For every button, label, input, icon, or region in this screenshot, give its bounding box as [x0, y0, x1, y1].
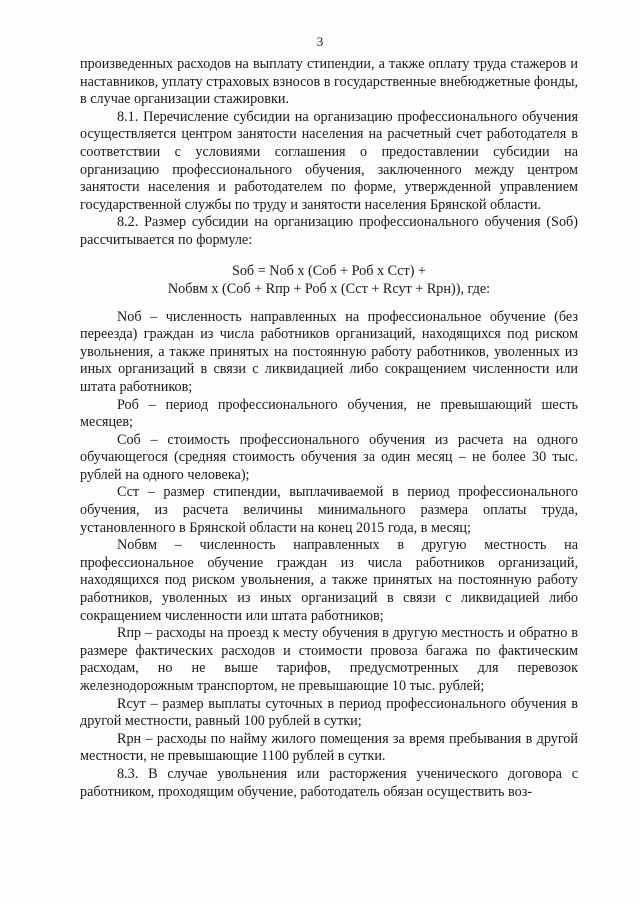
definition-sob: Соб – стоимость профессионального обучения из расчета на одного обучающегося (средняя стоимость обучения за один месяц – не более 30 тыс. рублей на одного человека); — [80, 431, 578, 483]
definition-rob: Роб – период профессионального обучения, не превышающий шесть месяцев; — [80, 396, 578, 431]
page-number: 3 — [316, 34, 324, 49]
definition-rpr: Rпр – расходы на проезд к месту обучения в другую местность и обратно в размере фактических расходов и стоимости провоза багажа по фактическим расходам, но не выше тарифов, предусмотренных для перевозок железнодорожным транспортом, не превышающие 10 тыс. рублей; — [80, 625, 578, 694]
definition-nobvm: Nобвм – численность направленных в другую местность на профессиональное обучение граждан из числа работников организаций, находящихся под риском увольнения, а также принятых на постоянную работу работников, уволенных из иных организаций в связи с ликвидацией либо сокращением численности или штата работников; — [80, 537, 578, 624]
paragraph: произведенных расходов на выплату стипендии, а также оплату труда стажеров и наставников, уплату страховых взносов в государственные внебюджетные фонды, в случае организации стажировки. — [80, 56, 578, 108]
formula-line-2: Nобвм х (Соб + Rпр + Роб х (Сст + Rсут + Rрн)), где: — [167, 281, 491, 298]
definition-rrn: Rрн – расходы по найму жилого помещения за время пребывания в другой местности, не превышающие 1100 рублей в сутки. — [80, 730, 578, 765]
subsidy-formula — [80, 262, 578, 299]
definition-sst: Сст – размер стипендии, выплачиваемой в период профессионального обучения, из расчета величины минимального размера оплаты труда, установленного в Брянской области на конец 2015 года, в месяц; — [80, 484, 578, 536]
definition-nob: Nоб – численность направленных на профессиональное обучение (без переезда) граждан из числа работников организаций, находящихся под риском увольнения, а также принятых на постоянную работу работников, уволенных из иных организаций в связи с ликвидацией либо сокращением численности или штата работников; — [80, 308, 578, 395]
definition-rsut: Rсут – размер выплаты суточных в период профессионального обучения в другой местности, равный 100 рублей в сутки; — [80, 695, 578, 730]
document-body — [80, 56, 578, 801]
paragraph-8-1: 8.1. Перечисление субсидии на организацию профессионального обучения осуществляется центром занятости населения на расчетный счет работодателя в соответствии с условиями соглашения о предоставлении субсидии на организацию профессионального обучения, заключенного между центром занятости населения и работодателем по форме, утвержденной управлением государственной службы по труду и занятости населения Брянской области. — [80, 108, 578, 213]
formula-line-1: Sоб = Nоб х (Соб + Роб х Сст) + — [231, 262, 427, 279]
paragraph-8-3: 8.3. В случае увольнения или расторжения ученического договора с работником, проходящим обучение, работодатель обязан осуществить воз- — [80, 765, 578, 800]
paragraph-8-2: 8.2. Размер субсидии на организацию профессионального обучения (Sоб) рассчитывается по формуле: — [80, 214, 578, 248]
